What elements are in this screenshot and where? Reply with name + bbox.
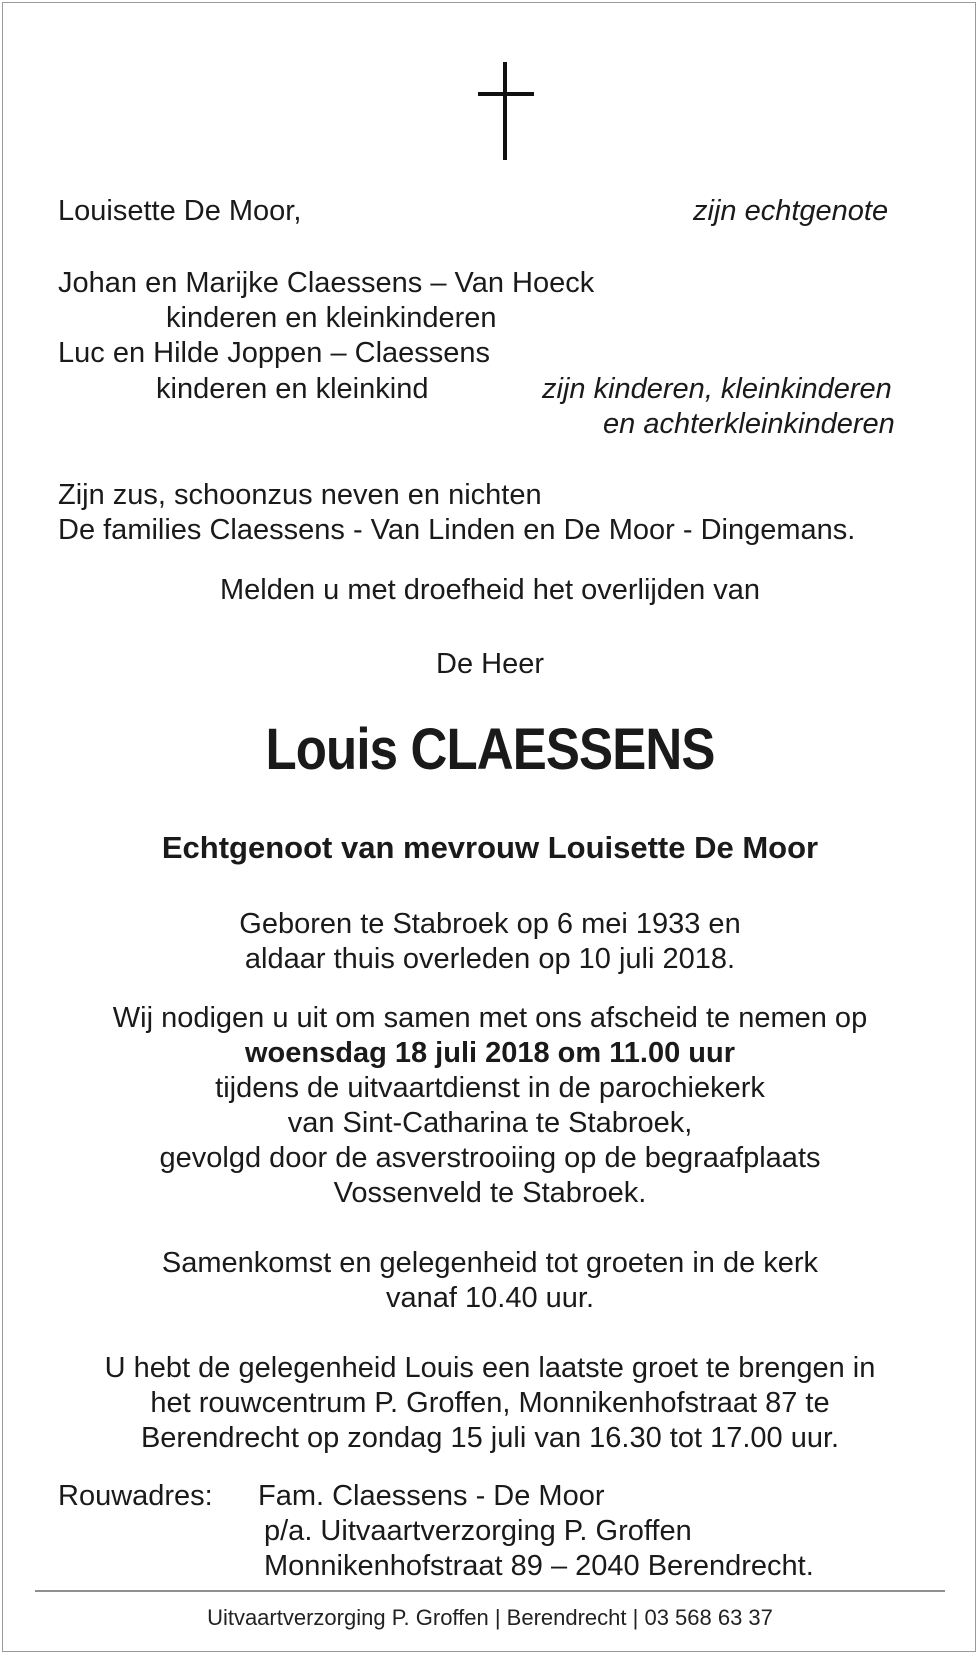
visit-line-1: U hebt de gelegenheid Louis een laatste groet te brengen in xyxy=(104,1352,876,1384)
died-text: aldaar thuis overleden op 10 juli 2018. xyxy=(244,943,736,975)
service-line-4: Vossenveld te Stabroek. xyxy=(333,1177,647,1209)
address-line-3: Monnikenhofstraat 89 – 2040 Berendrecht. xyxy=(264,1550,814,1582)
footer-text: Uitvaartverzorging P. Groffen | Berendrecht | 03 568 63 37 xyxy=(207,1605,773,1630)
footer-divider xyxy=(35,1590,945,1592)
others-line-1: Zijn zus, schoonzus neven en nichten xyxy=(58,479,542,511)
visit-line-3: Berendrecht op zondag 15 juli van 16.30 tot 17.00 uur. xyxy=(140,1422,840,1454)
spouse-subtitle: Echtgenoot van mevrouw Louisette De Moor xyxy=(161,830,819,865)
gathering-line-2: vanaf 10.40 uur. xyxy=(386,1282,594,1314)
children-line-2: Luc en Hilde Joppen – Claessens xyxy=(58,337,491,369)
service-date: woensdag 18 juli 2018 om 11.00 uur xyxy=(245,1037,735,1069)
service-line-1: tijdens de uitvaartdienst in de parochiekerk xyxy=(215,1072,765,1104)
born-text: Geboren te Stabroek op 6 mei 1933 en xyxy=(239,908,741,940)
deceased-name: Louis CLAESSENS xyxy=(265,717,715,782)
others-line-2: De families Claessens - Van Linden en De Moor - Dingemans. xyxy=(58,514,856,546)
cross-icon xyxy=(478,62,534,160)
gathering-line-1: Samenkomst en gelegenheid tot groeten in de kerk xyxy=(161,1247,819,1279)
service-line-3: gevolgd door de asverstrooiing op de begraafplaats xyxy=(159,1142,821,1174)
children-role-1: zijn kinderen, kleinkinderen xyxy=(542,373,892,405)
visit-line-2: het rouwcentrum P. Groffen, Monnikenhofstraat 87 te xyxy=(150,1387,830,1419)
address-label: Rouwadres: xyxy=(58,1480,213,1512)
children-line-1: Johan en Marijke Claessens – Van Hoeck xyxy=(58,267,595,299)
intro-text: Melden u met droefheid het overlijden van xyxy=(219,574,761,606)
honorific: De Heer xyxy=(436,648,544,680)
children-line-2-sub: kinderen en kleinkind xyxy=(156,373,429,405)
address-line-1: Fam. Claessens - De Moor xyxy=(258,1480,605,1512)
spouse-name: Louisette De Moor, xyxy=(58,195,302,227)
children-line-1-sub: kinderen en kleinkinderen xyxy=(166,302,497,334)
address-line-2: p/a. Uitvaartverzorging P. Groffen xyxy=(264,1515,692,1547)
service-line-2: van Sint-Catharina te Stabroek, xyxy=(287,1107,693,1139)
children-role-2: en achterkleinkinderen xyxy=(603,408,895,440)
spouse-role: zijn echtgenote xyxy=(693,195,889,227)
invite-text: Wij nodigen u uit om samen met ons afscheid te nemen op xyxy=(112,1002,868,1034)
